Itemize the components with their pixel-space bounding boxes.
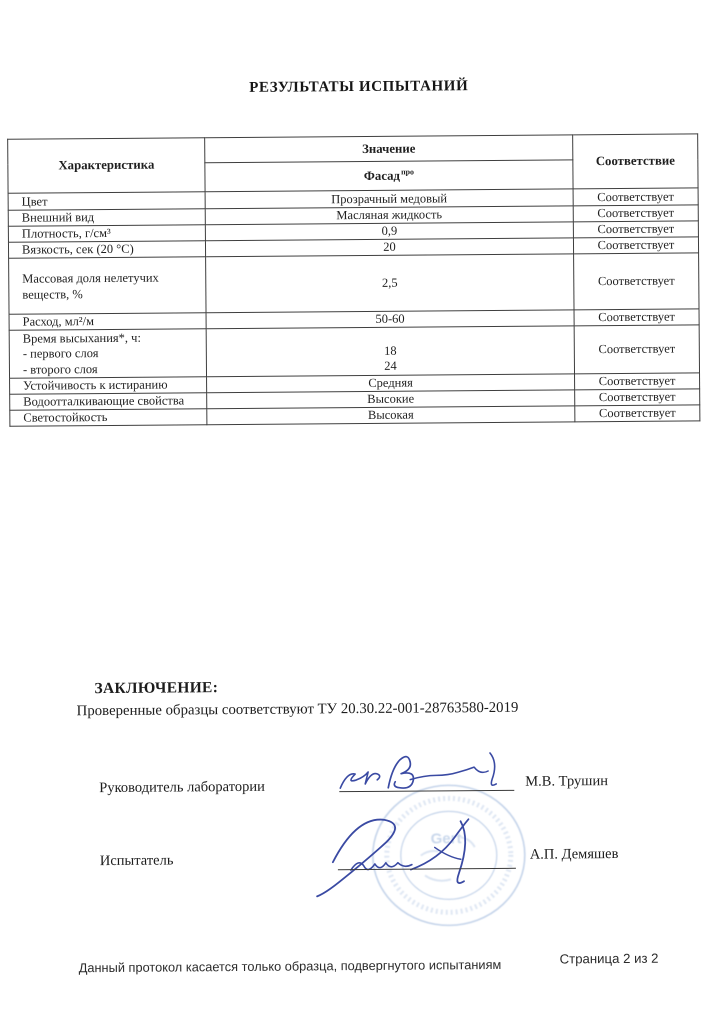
signature-role-1: Руководитель лаборатории: [99, 778, 265, 797]
signature-name-2: А.П. Демяшев: [529, 845, 619, 863]
signature-line-2: [338, 868, 516, 870]
page-title: РЕЗУЛЬТАТЫ ИСПЫТАНИЙ: [249, 78, 469, 96]
cell-characteristic: Светостойкость: [10, 409, 207, 427]
col-header-characteristic: Характеристика: [8, 138, 205, 194]
cell-characteristic: Плотность, г/см³: [8, 225, 205, 243]
cell-value: Высокие: [207, 390, 575, 409]
cell-compliance: Соответствует: [573, 221, 698, 238]
cell-value: Высокая: [207, 406, 575, 425]
table-row: [9, 253, 699, 314]
signature-scribble-2: [314, 797, 515, 899]
cell-characteristic: Водоотталкивающие свойства: [10, 393, 207, 411]
results-table: [7, 133, 700, 426]
cell-compliance: Соответствует: [574, 253, 699, 310]
footer-page-number: Страница 2 из 2: [559, 950, 659, 967]
cell-compliance: Соответствует: [573, 205, 698, 222]
cell-compliance: Соответствует: [575, 405, 700, 422]
cell-value: 2,5: [206, 254, 574, 313]
cell-value: 18 24: [206, 326, 574, 377]
cell-compliance: Соответствует: [573, 237, 698, 254]
cell-compliance: Соответствует: [573, 188, 698, 206]
cell-compliance: Соответствует: [574, 325, 699, 374]
cell-characteristic: Массовая доля нелетучих веществ, %: [9, 257, 206, 315]
stamp-text: Gert: [430, 830, 462, 848]
signature-line-1: [339, 790, 514, 792]
cell-characteristic: Внешний вид: [8, 209, 205, 227]
signature-role-2: Испытатель: [99, 852, 174, 870]
cell-value: Прозрачный медовый: [205, 189, 573, 209]
cell-characteristic: Расход, мл²/м: [9, 313, 206, 331]
footer-note: Данный протокол касается только образца, подвергнутого испытаниям: [78, 956, 502, 976]
cell-characteristic: Вязкость, сек (20 °С): [8, 241, 205, 259]
col-header-product: Фасад $^{про}$: [205, 160, 573, 192]
cell-value: 20: [205, 238, 573, 257]
round-stamp: [360, 777, 541, 938]
cell-compliance: Соответствует: [575, 389, 700, 406]
conclusion-text: Проверенные образцы соответствуют ТУ 20.30.22-001-28763580-2019: [76, 699, 519, 720]
cell-value: Масляная жидкость: [205, 206, 573, 225]
cell-compliance: Соответствует: [575, 373, 700, 390]
cell-value: Средняя: [207, 374, 575, 393]
conclusion-heading: ЗАКЛЮЧЕНИЕ:: [94, 679, 219, 698]
col-header-compliance: Соответствие: [573, 134, 698, 189]
cell-characteristic: Цвет: [8, 192, 205, 211]
cell-characteristic: Устойчивость к истиранию: [10, 377, 207, 395]
cell-characteristic: Время высыхания*, ч: - первого слоя - второго слоя: [9, 329, 206, 378]
cell-compliance: Соответствует: [574, 309, 699, 326]
table-row: [9, 325, 699, 378]
signature-name-1: М.В. Трушин: [525, 773, 609, 790]
col-header-value-group: Значение: [205, 135, 573, 163]
cell-value: 0,9: [205, 222, 573, 241]
cell-value: 50-60: [206, 310, 574, 329]
